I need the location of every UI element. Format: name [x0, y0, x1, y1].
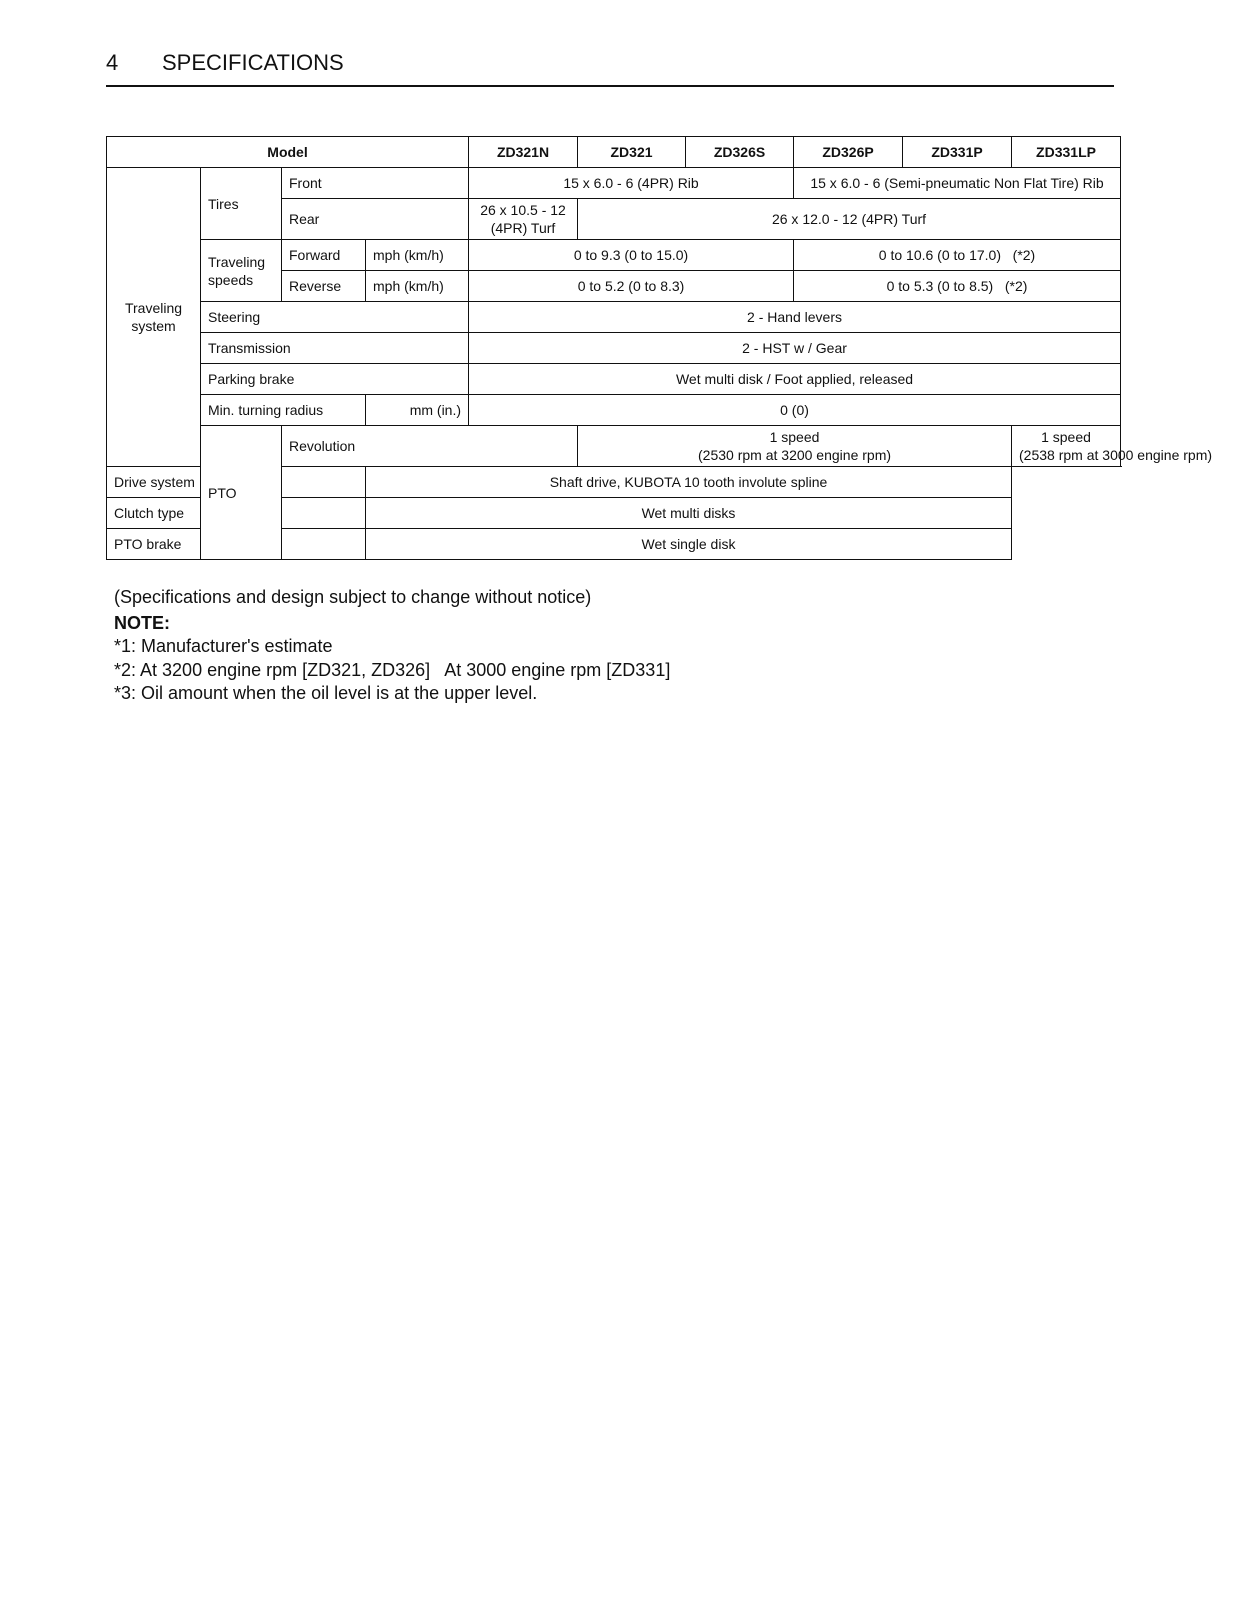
model-zd321: ZD321 — [578, 137, 686, 168]
section-title: SPECIFICATIONS — [162, 50, 344, 75]
table-row — [107, 137, 1121, 168]
reverse-value-1: 0 to 5.2 (0 to 8.3) — [469, 271, 794, 302]
pto-brake-value: Wet single disk — [366, 529, 1012, 560]
model-zd326p: ZD326P — [794, 137, 903, 168]
steering-label: Steering — [201, 302, 469, 333]
revolution-value-1-line2: (2530 rpm at 3200 engine rpm) — [698, 447, 892, 463]
forward-value-1: 0 to 9.3 (0 to 15.0) — [469, 240, 794, 271]
transmission-label: Transmission — [201, 333, 469, 364]
note-item: *2: At 3200 engine rpm [ZD321, ZD326] At 3000 engine rpm [ZD331] — [114, 659, 671, 680]
model-zd331lp: ZD331LP — [1012, 137, 1121, 168]
table-row — [107, 168, 1121, 199]
table-row — [107, 364, 1121, 395]
table-row — [107, 240, 1121, 271]
pto-label: PTO — [201, 426, 282, 560]
specifications-table — [106, 136, 1213, 560]
note-title: NOTE: — [114, 612, 170, 633]
table-row — [107, 467, 1121, 498]
forward-unit: mph (km/h) — [366, 240, 469, 271]
model-zd326s: ZD326S — [686, 137, 794, 168]
model-zd331p: ZD331P — [903, 137, 1012, 168]
reverse-value-2: 0 to 5.3 (0 to 8.5) (*2) — [794, 271, 1121, 302]
steering-value: 2 - Hand levers — [469, 302, 1121, 333]
reverse-label: Reverse — [282, 271, 366, 302]
table-row — [107, 426, 1121, 467]
drive-system-value: Shaft drive, KUBOTA 10 tooth involute spline — [366, 467, 1012, 498]
revolution-label: Revolution — [282, 426, 578, 467]
transmission-value: 2 - HST w / Gear — [469, 333, 1121, 364]
parking-brake-value: Wet multi disk / Foot applied, released — [469, 364, 1121, 395]
revolution-value-2-line2: (2538 rpm at 3000 engine rpm) — [1019, 447, 1213, 463]
tires-label: Tires — [201, 168, 282, 240]
revolution-value-2-line1: 1 speed — [1041, 429, 1091, 445]
drive-system-label: Drive system — [107, 467, 366, 498]
traveling-speeds-label: Traveling speeds — [201, 240, 282, 302]
table-row — [107, 529, 1121, 560]
page-number: 4 — [106, 50, 119, 75]
rear-value-1: 26 x 10.5 - 12 (4PR) Turf — [469, 199, 578, 240]
clutch-type-value: Wet multi disks — [366, 498, 1012, 529]
revolution-value-2 — [1012, 426, 1213, 467]
note-item: *1: Manufacturer's estimate — [114, 636, 333, 656]
notes-section — [114, 586, 670, 706]
page-header — [106, 48, 1114, 87]
front-label: Front — [282, 168, 469, 199]
table-row — [107, 395, 1121, 426]
turning-radius-value: 0 (0) — [469, 395, 1121, 426]
clutch-type-label: Clutch type — [107, 498, 366, 529]
model-header: Model — [107, 137, 469, 168]
rear-label: Rear — [282, 199, 469, 240]
table-row — [107, 333, 1121, 364]
forward-value-2: 0 to 10.6 (0 to 17.0) (*2) — [794, 240, 1121, 271]
note-item: *3: Oil amount when the oil level is at the upper level. — [114, 683, 538, 703]
forward-label: Forward — [282, 240, 366, 271]
rear-value-2: 26 x 12.0 - 12 (4PR) Turf — [578, 199, 1121, 240]
turning-radius-unit: mm (in.) — [366, 395, 469, 426]
front-value-2: 15 x 6.0 - 6 (Semi-pneumatic Non Flat Tire) Rib — [794, 168, 1121, 199]
revolution-value-1-line1: 1 speed — [769, 429, 820, 445]
parking-brake-label: Parking brake — [201, 364, 469, 395]
reverse-unit: mph (km/h) — [366, 271, 469, 302]
table-row — [107, 498, 1121, 529]
traveling-system-label: Traveling system — [107, 168, 201, 467]
model-zd321n: ZD321N — [469, 137, 578, 168]
turning-radius-label: Min. turning radius — [201, 395, 366, 426]
table-row — [107, 302, 1121, 333]
pto-brake-label: PTO brake — [107, 529, 366, 560]
disclaimer-text: (Specifications and design subject to change without notice) — [114, 587, 592, 607]
front-value-1: 15 x 6.0 - 6 (4PR) Rib — [469, 168, 794, 199]
revolution-value-1 — [578, 426, 1012, 467]
